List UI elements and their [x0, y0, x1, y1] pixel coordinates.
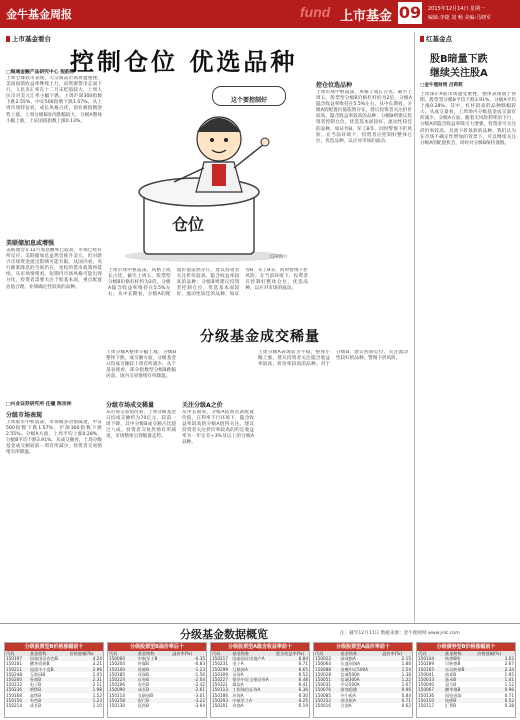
table-cell: 国富中小盘B [29, 667, 69, 672]
data-table [4, 642, 104, 718]
table-row [108, 703, 206, 708]
table-cell: 1.38 [401, 671, 411, 677]
table-row [314, 703, 412, 708]
left-section-label: 上市基金看台 [6, 34, 51, 43]
table-cell: 150299 [211, 667, 231, 672]
table-cell: 有色B [29, 698, 69, 703]
table-cell: 嘉禾B [444, 677, 476, 682]
table-column-header: 基金简称 [137, 651, 155, 656]
table-cell: 150101 [6, 661, 22, 667]
table-cell: 150088 [314, 667, 339, 672]
table-cell: 环保A [232, 692, 244, 698]
masthead-editor: 编辑:李捷 刘 畅 美编:马晓军 [428, 15, 492, 21]
table-cell: -2.04 [171, 677, 206, 682]
table-cell: 3.21 [92, 661, 102, 667]
table-cell: 电子A [232, 661, 244, 667]
table-cell: 1.98 [69, 687, 103, 692]
table-cell: 150248 [6, 671, 22, 677]
table-cell: 2.45 [92, 671, 102, 677]
table-cell: 2.34 [476, 667, 515, 672]
table-cell: 150224 [108, 677, 137, 682]
table-cell: 有色B [137, 682, 149, 688]
table-cell: 0.52 [476, 698, 515, 703]
table-cell: 150067 [417, 687, 444, 692]
bottom-rule [0, 623, 520, 624]
table-cell: 国投进取 [444, 692, 462, 698]
table-cell: -3.22 [171, 698, 206, 703]
data-table [107, 642, 207, 718]
table-cell: -3.01 [194, 692, 205, 698]
table-cell: 150152 [314, 698, 339, 703]
table-cell: 150085 [315, 692, 331, 698]
table-cell: -0.83 [194, 661, 205, 667]
table-cell: 工银瑞信证券A [231, 687, 274, 692]
table-cell: 深成指A [339, 656, 381, 661]
table-cell: 6.30 [298, 692, 308, 698]
table-cell: 中航军工B [137, 656, 171, 661]
table-cell: 150185 [109, 671, 125, 677]
data-table [313, 642, 413, 718]
table-cell: 中证500A [340, 682, 360, 688]
table-cell: 150130 [109, 703, 125, 709]
table-cell: 电子B [29, 682, 42, 688]
table-cell: 150200 [5, 677, 29, 682]
left-author-2: □兴业证券研究所 任瞳 陈宗林 [6, 402, 72, 407]
table-cell: 1.10 [92, 703, 102, 709]
table-cell: -0.35 [171, 656, 206, 661]
table-cell: 合润A [340, 703, 352, 709]
table-cell: 150204 [109, 661, 125, 667]
table-cell: 1.22 [381, 677, 412, 682]
table-cell: 券商B [29, 677, 69, 682]
table-cell: 150232 [6, 682, 22, 688]
data-table-title: 分级股票型A隐含收益率前十 [211, 643, 309, 651]
cartoon-caption: CFP图片 [270, 255, 288, 260]
table-cell: 鹏华聚B [444, 687, 476, 692]
table-cell: 150100 [108, 667, 137, 672]
data-table [416, 642, 516, 718]
table-cell: 150258 [108, 698, 137, 703]
table-column-header: 基金简称 [444, 651, 462, 656]
table-cell: 0.84 [401, 692, 411, 698]
table-cell: 1.52 [92, 692, 102, 698]
right-section-label: 红基金点 [420, 34, 452, 43]
table-cell: 0.71 [504, 692, 514, 698]
table-cell: 150168 [6, 692, 22, 698]
banner-para-b: 从市场交易情况看，上周分级基金日均成交额约为70亿元，较前一周下降，其中分级B成交额占比超过八成。投资者交易热情有所减退，市场整体呈现缩量态势。 [106, 410, 176, 440]
divider-right [414, 32, 415, 622]
table-cell: 1.54 [381, 667, 412, 672]
table-cell: 6.52 [298, 671, 308, 677]
table-cell: 150016 [315, 703, 331, 709]
banner-subhead-c: 关注分级A之价 [182, 402, 223, 409]
table-cell: 2.11 [92, 682, 102, 688]
banner-para-d: 上周分级A表现较为平稳，整体小幅上涨。建议投资者关注隐含收益率较高、折价率较高的品种。对于分级B，建议控制仓位，关注流动性较好的品种，警惕下折风险。 [258, 350, 408, 368]
table-cell: 1.41 [476, 677, 515, 682]
table-cell: 0.62 [401, 703, 411, 709]
table-column-header: 价格涨幅(%) [477, 651, 502, 656]
data-table-title: 分级股票型B溢价率后十 [108, 643, 206, 651]
table-cell: 150028 [315, 671, 331, 677]
table-cell: 2.31 [69, 677, 103, 682]
table-column-header: 基金简称 [340, 651, 358, 656]
left-subhead-2: 分级市场表现 [6, 412, 43, 419]
banner-title: 分级基金成交稀量 [200, 329, 320, 345]
table-cell: 成长B [29, 703, 42, 709]
table-column-header: 代码 [212, 651, 221, 656]
table-cell: 6.19 [298, 703, 308, 709]
table-cell: 金鹰中证500A [339, 667, 381, 672]
table-cell: 信诚300A [339, 677, 381, 682]
table-cell: 150293 [211, 698, 231, 703]
data-table [210, 642, 310, 718]
table-column-header: 隐含收益率(%) [275, 651, 304, 656]
table-cell: 150217 [211, 656, 231, 661]
left-para-3: 上周股市中枢震荡，市场做多热情减退，中证500指数下跌1.57%，沪深300指数下跌2.55%。分级A方面，上周平均上涨0.28%，分级B平均下跌3.91%。从成交额看，上周分级基金成交额较前一周有所减少，投资者交易情绪有所降温。 [6, 420, 102, 456]
table-cell: 中航军工A [231, 698, 274, 703]
table-cell: 150236 [5, 687, 29, 692]
table-cell: 150321 [212, 682, 228, 688]
table-cell: 钢铁B [29, 687, 69, 692]
table-cell: 3.02 [476, 656, 515, 661]
mid-subhead: 控仓位选品种 [316, 82, 353, 89]
table-cell: 资源B [137, 667, 171, 672]
table-row [5, 703, 103, 708]
data-table-title: 分级股票型B价格涨幅前十 [5, 643, 103, 651]
table-column-header: 价格涨幅(%) [69, 651, 94, 656]
mid-para: 上周市场中枢震荡，风格上成长占优。截至上周五，股票型分级B价格杠杆约为2倍，分级A隐含收益率维持在5.5%左右。从中长期看，分级A的配置价值依然存在，建议投资者关注折价较高、隐含收益率较高的品种；分级B则建议投资者控制仓位，优选基本面较好、流动性较佳的品种，如证券B、军工B等，同时警惕下折风险。在当前环境下，投资者应控制好整体仓位，优选品种，以应对市场的波动。 [316, 90, 412, 144]
table-cell: 成长B [137, 687, 171, 692]
right-para: 上周深沪A股市场遭受重挫，整体表现弱于预期。股票型分级B平均下跌3.91%，分级A平均上涨0.28%。其中，杠杆较高的品种跌幅较大。从成交量看，上周场内分级基金成交量有所减少。分级A方面，随着无风险利率的下行，分级A的隐含收益率吸引力增强，投资者可关注折价率较高、具备下折条款的品种。我们认为在市场不确定性增加的背景下，可以继续关注分级A的配置机会，同时对分级B保持谨慎。 [420, 92, 516, 146]
table-cell: 煤炭A [232, 682, 244, 688]
table-cell: 可转债B [444, 661, 461, 667]
table-row [417, 703, 515, 708]
table-cell: 高铁B [29, 692, 42, 698]
table-cell: 150165 [417, 667, 444, 672]
cartoon-svg [104, 84, 304, 264]
cartoon-bubble-text: 这个要控制好 [230, 97, 267, 104]
masthead-brand-left: 金牛基金周报 [6, 8, 72, 21]
table-cell: 0.96 [476, 687, 515, 692]
table-cell: -3.64 [194, 703, 205, 709]
banner-para-a: 上周分级A整体小幅上涨，分级B整体下跌。成交额方面，分级基金日均成交额较上周有所减少。从个基表现看，部分指数型分级B跌幅居前，场内交易情绪有所降温。 [106, 350, 176, 380]
table-cell: 4.24 [69, 656, 103, 661]
table-cell: -2.61 [171, 687, 206, 692]
table-cell: 150040 [418, 682, 434, 688]
cartoon-pot-label: 仓位 [172, 215, 205, 234]
table-cell: 0.96 [381, 687, 412, 692]
table-cell: 150214 [6, 703, 22, 709]
left-para-2: 美联储会在12月加息概率已较高，市场已经有所反应，美联储加息虽然会推升美元，但对新兴市场资金流出影响可能有限。从国内看，央行降准降息的空间仍在，宽松的货币政策将延续。从市场情绪看，短期内市场风格可能出现分化，投资者需要关注个股基本面，重点配置估值合理、业绩确定性较高的品种。 [6, 248, 102, 290]
table-cell: 银行B [137, 698, 171, 703]
page-number: 09 [398, 3, 422, 22]
table-cell: 150076 [314, 687, 339, 692]
data-table-title: 分级债券型B价格涨幅前十 [417, 643, 515, 651]
table-cell: 证保A [232, 671, 244, 677]
table-column-header: 溢价率(%) [172, 651, 192, 656]
table-cell: 互联网B [29, 671, 46, 677]
table-cell: 浙商稳健 [339, 687, 381, 692]
table-cell: 1.07 [401, 682, 411, 688]
fund-watermark: fund [300, 4, 331, 20]
table-cell: 汇利B [444, 703, 457, 709]
table-cell: 互联网A [231, 667, 274, 672]
table-cell: 150196 [109, 682, 125, 688]
table-cell: 1.23 [69, 698, 103, 703]
table-cell: 2.67 [504, 661, 514, 667]
table-cell: 150201 [212, 703, 228, 709]
table-cell: 150186 [212, 692, 228, 698]
table-cell: 国泰国证有色B [29, 656, 69, 661]
bottom-date-note: 注：截至12月11日 数据来源：金牛理财网 www.jnlc.com [340, 631, 460, 636]
section-marker-icon [6, 36, 10, 42]
bottom-title: 分级基金数据概览 [180, 628, 268, 641]
table-row [211, 703, 309, 708]
page-number-badge [398, 2, 422, 24]
table-cell: 转债B级 [444, 656, 476, 661]
masthead-date: 2015年12月14日 星期一 [428, 6, 486, 12]
table-column-header: 代码 [109, 651, 118, 656]
table-cell: 券商A [232, 703, 244, 709]
table-cell: 1.86 [401, 661, 411, 667]
left-para-2b: 上周市场中枢震荡，风格上成长占优。截至上周五，股票型分级B价格杠杆约为2倍，分级A隐含收益率维持在5.5%左右。从中长期看，分级A的配置价值依然存在，建议投资者关注折价较高、隐含收益率较高的品种；分级B则建议投资者控制仓位，优选基本面较好、流动性较佳的品种，如证券B、军工B等，同时警惕下折风险。在当前环境下，投资者应控制好整体仓位，优选品种，以应对市场的波动。 [108, 268, 308, 298]
table-cell: 150051 [314, 677, 339, 682]
table-cell: 150150 [5, 698, 29, 703]
cartoon-illustration [104, 84, 304, 264]
table-cell: 150041 [418, 671, 434, 677]
table-cell: 环保B [137, 671, 149, 677]
cartoon-bubble [212, 86, 286, 106]
table-cell: 2.15 [381, 656, 412, 661]
table-cell: 纯债B [444, 698, 476, 703]
table-cell: 信诚500A [340, 671, 360, 677]
main-headline: 控制仓位 优选品种 [70, 47, 298, 76]
table-cell: 150189 [418, 661, 434, 667]
table-cell: 150110 [417, 698, 444, 703]
data-tables [4, 642, 516, 718]
table-column-header: 代码 [6, 651, 15, 656]
masthead-brand-right: 上市基金 [340, 9, 393, 24]
table-cell: 裕祥B [444, 671, 457, 677]
table-cell: 6.84 [275, 656, 309, 661]
table-cell: 中小板A [340, 692, 356, 698]
table-column-header: 代码 [418, 651, 427, 656]
table-cell: 6.41 [298, 682, 308, 688]
table-column-header: 代码 [315, 651, 324, 656]
table-cell: 150031 [315, 682, 331, 688]
table-cell: 6.36 [275, 687, 309, 692]
table-cell: -1.56 [194, 671, 205, 677]
table-cell: 6.25 [275, 698, 309, 703]
table-cell: 150114 [109, 692, 125, 698]
right-headline-2: 继续关注股A [430, 68, 488, 79]
table-cell: 双力B [444, 682, 457, 688]
table-cell: 6.48 [275, 677, 309, 682]
table-cell: 150113 [211, 687, 231, 692]
banner-subhead-b: 分级市场成交稀量 [106, 402, 155, 409]
table-cell: 150064 [315, 661, 331, 667]
table-cell: 150022 [314, 656, 339, 661]
table-cell: 银华中证全指证券A [231, 677, 274, 682]
right-headline-1: 股B暗量下跌 [430, 54, 488, 65]
left-author: □海通金融产品研究中心 倪韵婷 [6, 70, 75, 75]
table-cell: 证券B [137, 677, 171, 682]
table-cell: 1.95 [504, 671, 514, 677]
table-cell: 互联网B [137, 692, 154, 698]
table-cell: 150033 [417, 677, 444, 682]
table-column-header: 溢价率(%) [382, 651, 403, 656]
table-cell: 6.65 [275, 667, 309, 672]
table-cell: 150136 [418, 692, 434, 698]
table-cell: 150231 [212, 661, 228, 667]
table-cell: 创业板A [339, 698, 381, 703]
right-author: □金牛理财网 吕莉莉 [420, 83, 463, 88]
table-cell: 鹏华资源B [29, 661, 50, 667]
table-cell: 150090 [108, 687, 137, 692]
table-column-header: 基金简称 [29, 651, 47, 656]
section-marker-icon-right [420, 36, 424, 42]
table-cell: 150144 [417, 656, 444, 661]
table-column-header: 基金简称 [232, 651, 250, 656]
table-cell: 150060 [108, 656, 137, 661]
data-table-title: 分级股票型A溢价率前十 [314, 643, 412, 651]
table-cell: 医药B [137, 703, 149, 709]
table-cell: 东吴转债B [444, 667, 476, 672]
table-cell: -1.23 [171, 667, 206, 672]
masthead [0, 0, 520, 28]
table-cell: 国泰国证房地产A [231, 656, 274, 661]
table-cell: 150227 [211, 677, 231, 682]
banner-para-c: 从中长期看，分级A依然具备配置价值，在利率下行环境下，隐含收益率较高的分级A值得关注。建议投资者关注折价率较高的约定收益率为一年定存+3%及以上的分级A品种。 [182, 410, 254, 446]
table-cell: 150117 [418, 703, 434, 709]
table-cell: -2.42 [194, 682, 205, 688]
table-cell: 1.12 [504, 682, 514, 688]
left-para-1: 上周全球股市表现，大宗商品市场再遭重挫。美国国债收益率继续上行，而资源货币走弱下行。人民币汇率在十二月末贬值较大，上周人民币对美元汇率小幅下跌。上周沪深300指数下跌2.55%，中证500指数下跌1.57%。从上周市场特征看，成长风格占优，创业板指数逆势上涨。上周分级B场内跌幅较大，分级A整体小幅上涨，上证国债指数上涨0.13%。 [6, 76, 102, 124]
table-cell: 2.96 [69, 667, 103, 672]
table-cell: 0.71 [381, 698, 412, 703]
table-cell: 150211 [5, 667, 29, 672]
table-cell: 150197 [5, 656, 29, 661]
table-cell: 0.38 [504, 703, 514, 709]
table-cell: 6.71 [298, 661, 308, 667]
left-subhead-1: 美联储加息或增强 [6, 240, 55, 247]
table-cell: 传媒B [137, 661, 149, 667]
table-cell: 长盛同瑞A [340, 661, 361, 667]
table-cell: 150309 [212, 671, 228, 677]
